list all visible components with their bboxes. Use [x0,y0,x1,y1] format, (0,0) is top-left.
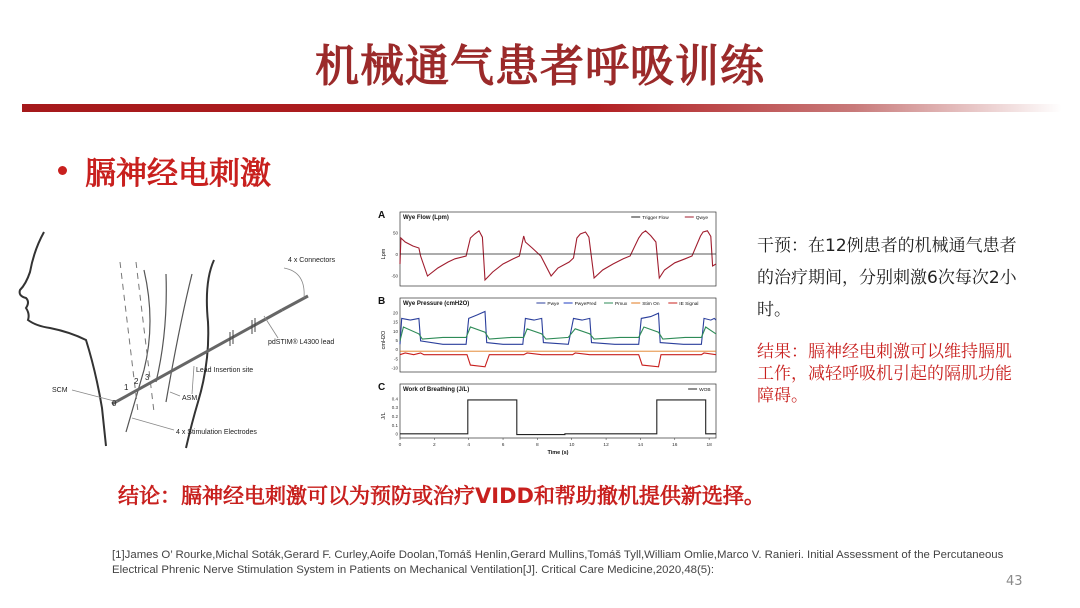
y-axis-label: cmH2O [381,330,387,350]
conclusion-text: 结论：膈神经电刺激可以为预防或治疗VIDD和帮助撤机提供新选择。 [118,484,765,508]
y-tick-label: 0 [395,347,398,353]
series-line-pmux [400,327,716,341]
bullet-dot [58,166,67,175]
y-tick-label: 0.1 [391,422,398,428]
panel-letter: C [378,382,386,393]
series-line-ie-signal [400,353,716,367]
asm-label: ASM [182,395,198,402]
legend-label: Trigger Flow [642,216,669,221]
y-tick-label: 50 [392,230,398,236]
connectors-label: 4 x Connectors [288,257,336,264]
series-line-qwye [400,231,716,280]
panel-title: Wye Pressure (cmH2O) [403,301,470,307]
x-tick-label: 18 [706,443,712,448]
bullet-heading [58,148,271,193]
panel-letter: B [378,296,386,307]
x-tick-label: 8 [536,443,539,448]
y-tick-label: -5 [393,356,398,362]
x-axis-label: Time (s) [547,450,569,456]
y-tick-label: 20 [392,310,398,316]
y-tick-label: -10 [391,365,398,371]
legend [688,387,710,393]
panel-frame [400,212,716,286]
y-tick-label: 5 [395,338,398,343]
result-text: 结果：膈神经电刺激可以维持膈肌工作，减轻呼吸机引起的隔肌功能障碍。 [757,342,1012,406]
x-tick-label: 0 [398,443,402,448]
x-tick-label: 4 [467,443,471,448]
y-tick-label: 0 [395,431,398,437]
y-tick-label: -50 [391,273,398,279]
legend [536,301,698,307]
y-tick-label: 0 [395,252,398,257]
panel-b [378,296,716,372]
panel-c [378,382,716,456]
scm-label: SCM [52,387,68,394]
panel-frame [400,298,716,372]
electrode-2: 2 [134,377,139,386]
legend [631,215,708,221]
intervention-text: 干预：在12例患者的机械通气患者的治疗期间，分别刺激6次每次2小时。 [757,236,1017,320]
legend-label: Qwye [695,216,709,221]
x-tick-label: 16 [672,443,678,448]
reference-text: [1]James O’ Rourke,Michal Soták,Gerard F. Curley,Aoife Doolan,Tomáš Henlin,Gerard Mullins,Tomáš Tyll,William Omlie,Marco V. Ranieri. Initial Assessment of the Percutaneous Electrical Phrenic Nerve Stimulation System in Patients on Mechanical Ventilation[J]. Critical Care Medicine,2020,48(5): [112,549,1004,576]
physiology-chart [376,204,722,458]
legend-label: PwyePred [574,302,597,307]
x-tick-label: 14 [637,443,644,448]
x-tick-label: 6 [501,443,505,448]
insertion-label: Lead Insertion site [196,367,254,374]
y-tick-label: 0.3 [391,405,398,411]
y-tick-label: 15 [392,319,398,325]
electrodes-label: 4 x Stimulation Electrodes [176,429,257,436]
panel-title: Wye Flow (Lpm) [403,215,449,221]
electrode-1: 1 [124,383,129,392]
bullet-text: 膈神经电刺激 [85,156,271,192]
lead-label: pdSTIM® L4300 lead [268,339,335,346]
series-line-pwye [400,312,716,345]
y-tick-label: 0.2 [391,414,398,419]
pdstim-lead [112,296,308,404]
legend-label: IE Signal [679,302,699,307]
legend-label: Stim On [642,302,660,307]
y-tick-label: 10 [392,328,398,334]
page-number: 43 [1006,574,1023,589]
electrode-0: 0 [112,399,117,408]
y-axis-label: J/L [381,412,387,420]
legend-label: WOB [699,388,711,393]
panel-letter: A [378,210,386,221]
legend-label: Pmux [615,302,628,307]
face-outline [20,232,106,446]
neck-lead-diagram [16,222,368,454]
panel-a [378,210,716,286]
x-tick-label: 2 [433,443,436,448]
y-axis-label: Lpm [381,248,387,260]
series-line-wob [400,400,716,435]
panel-title: Work of Breathing (J/L) [403,387,470,393]
x-tick-label: 12 [603,443,609,448]
y-tick-label: 0.4 [391,396,398,402]
title-underline [22,104,1062,112]
x-tick-label: 10 [569,443,575,448]
slide-title: 机械通气患者呼吸训练 [315,41,765,92]
electrode-3: 3 [145,373,150,382]
legend-label: Pwye [547,302,560,307]
